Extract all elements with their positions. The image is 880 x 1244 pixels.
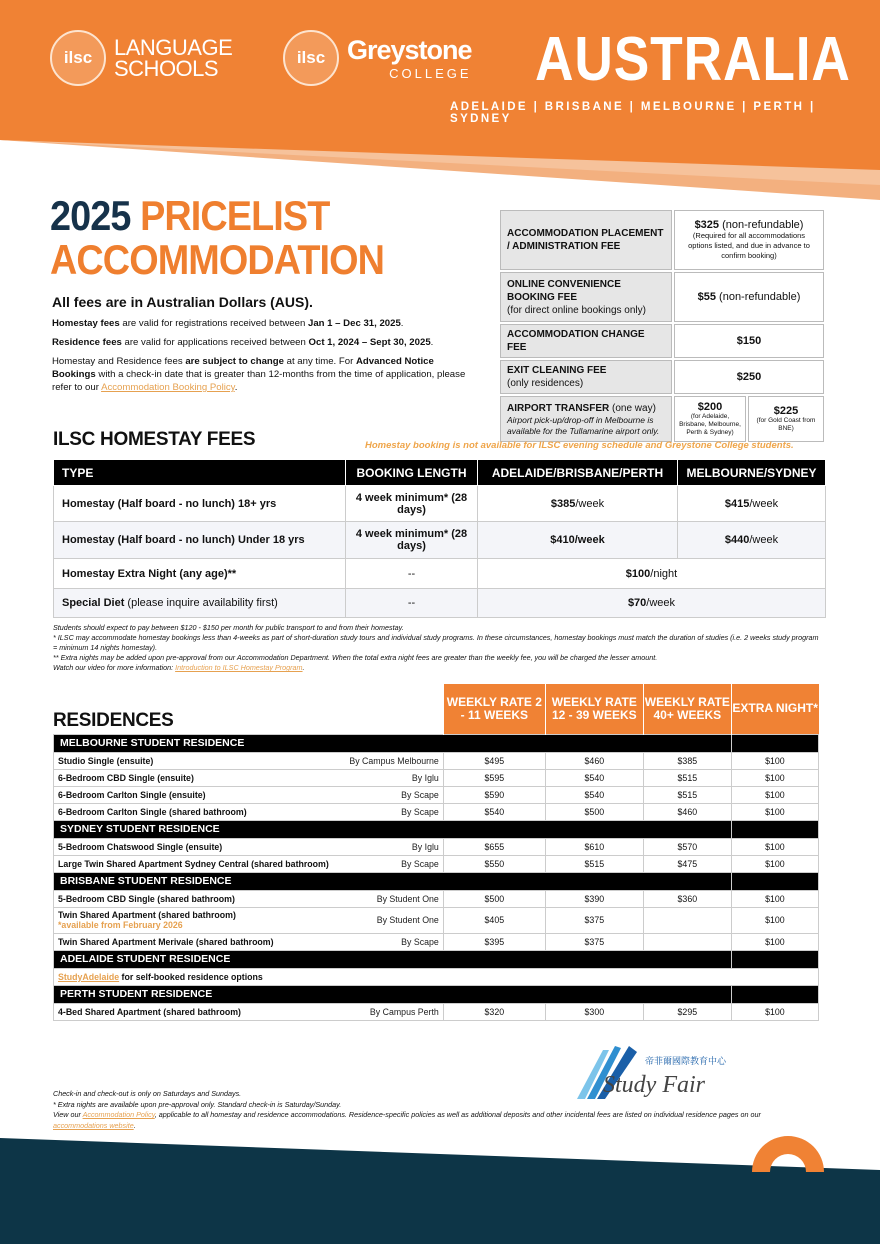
rate-cell: $100 <box>731 838 818 855</box>
booking-policy-link[interactable]: Accommodation Booking Policy <box>101 382 235 393</box>
column-header: BOOKING LENGTH <box>346 460 478 486</box>
rate-cell: $375 <box>545 907 643 933</box>
rate-cell: $570 <box>643 838 731 855</box>
residence-name: 5-Bedroom Chatswood Single (ensuite) <box>54 838 343 855</box>
title-accommodation: ACCOMMODATION <box>50 236 385 283</box>
greystone-college-logo <box>283 30 472 86</box>
column-header: WEEKLY RATE 12 - 39 WEEKS <box>545 684 643 734</box>
provider: By Campus Melbourne <box>342 752 443 769</box>
title-year: 2025 <box>50 192 131 239</box>
table-row: Special Diet (please inquire availability first) -- $70/week <box>54 589 826 618</box>
rate-cell: $515 <box>545 855 643 872</box>
table-row <box>54 1003 819 1020</box>
section-row <box>54 734 819 752</box>
rate-cell: $100 <box>731 786 818 803</box>
fee-row: ACCOMMODATION CHANGE FEE $150 <box>500 324 824 358</box>
provider: By Scape <box>342 933 443 950</box>
rate-cell: $100 <box>731 803 818 820</box>
residence-validity: Residence fees are valid for applications received between Oct 1, 2024 – Sept 30, 2025. <box>52 337 434 348</box>
rate-cell <box>643 933 731 950</box>
table-row <box>54 933 819 950</box>
table-row <box>54 803 819 820</box>
fee-change-note: Homestay and Residence fees are subject to change at any time. For Advanced Notice Bookings with a check-in date that is greater than 12-months from the time of application, please refer to our Accommodation Booking Policy. <box>52 356 466 393</box>
provider: By Scape <box>342 855 443 872</box>
rate-cell: $655 <box>443 838 545 855</box>
rate-cell: $500 <box>443 890 545 907</box>
logo-text: SCHOOLS <box>114 56 219 81</box>
section-title: SYDNEY STUDENT RESIDENCE <box>54 820 732 838</box>
logo-text: Greystone <box>347 35 472 65</box>
rate-cell: $500 <box>545 803 643 820</box>
residence-name: 5-Bedroom CBD Single (shared bathroom) <box>54 890 343 907</box>
column-header: TYPE <box>54 460 346 486</box>
study-fair-chinese: 帝菲爾國際教育中心 <box>645 1056 727 1066</box>
study-adelaide-link[interactable]: StudyAdelaide <box>58 971 120 982</box>
rate-cell: $460 <box>643 803 731 820</box>
homestay-table <box>53 459 826 618</box>
footer-notes: Check-in and check-out is only on Saturdays and Sundays. * Extra nights are available upon pre-approval only. Standard check-in is Saturday/Sunday. View our Accommodation Policy, applicable to all homestay and residence accommodations. Residence-specific policies as well as additional deposits and other incidental fees are listed on individual residence pages on our accommodations website. <box>53 1089 761 1130</box>
currency-note: All fees are in Australian Dollars (AUS). <box>52 294 313 310</box>
residence-name: 4-Bed Shared Apartment (shared bathroom) <box>54 1003 343 1020</box>
rate-cell: $100 <box>731 933 818 950</box>
residence-name: Studio Single (ensuite) <box>54 752 343 769</box>
ilsc-language-schools-logo <box>50 30 232 86</box>
table-row <box>54 786 819 803</box>
table-row <box>54 890 819 907</box>
fee-label: ACCOMMODATION PLACEMENT / ADMINISTRATION FEE <box>500 210 672 270</box>
rate-cell: $390 <box>545 890 643 907</box>
ilsc-mark: ilsc <box>283 30 339 86</box>
rate-cell: $515 <box>643 786 731 803</box>
provider: By Scape <box>342 786 443 803</box>
column-header: WEEKLY RATE 2 - 11 WEEKS <box>443 684 545 734</box>
table-row <box>54 907 819 933</box>
section-title: ADELAIDE STUDENT RESIDENCE <box>54 950 732 968</box>
rate-cell: $100 <box>731 1003 818 1020</box>
provider: By Student One <box>342 907 443 933</box>
residence-name: Large Twin Shared Apartment Sydney Central (shared bathroom) <box>54 855 343 872</box>
rate-cell: $385 <box>643 752 731 769</box>
rate-cell <box>643 907 731 933</box>
intro-text <box>52 296 467 400</box>
table-row <box>54 838 819 855</box>
fee-row: ONLINE CONVENIENCE BOOKING FEE (for direct online bookings only) $55 (non-refundable) <box>500 272 824 322</box>
accommodations-website-link[interactable]: accommodations website <box>53 1120 134 1130</box>
accommodation-policy-link[interactable]: Accommodation Policy <box>82 1110 155 1119</box>
ilsc-mark: ilsc <box>50 30 106 86</box>
table-row: Homestay Extra Night (any age)** -- $100/night <box>54 559 826 589</box>
residence-name: Twin Shared Apartment Merivale (shared bathroom) <box>54 933 343 950</box>
rate-cell: $515 <box>643 769 731 786</box>
residence-name: 6-Bedroom Carlton Single (ensuite) <box>54 786 343 803</box>
rate-cell: $495 <box>443 752 545 769</box>
rate-cell: $300 <box>545 1003 643 1020</box>
provider: By Scape <box>342 803 443 820</box>
table-row <box>54 769 819 786</box>
fee-row: AIRPORT TRANSFER (one way) Airport pick-up/drop-off in Melbourne is available for the Tullamarine airport only. $200 (for Adelaide, Brisbane, Melbourne, Perth & Sydney) $225 (for Gold Coast from BNE) <box>500 396 824 442</box>
column-header: MELBOURNE/SYDNEY <box>678 460 826 486</box>
provider: By Iglu <box>342 838 443 855</box>
residences-table <box>53 684 819 1021</box>
provider: By Iglu <box>342 769 443 786</box>
rate-cell: $320 <box>443 1003 545 1020</box>
rate-cell: $550 <box>443 855 545 872</box>
rate-cell: $475 <box>643 855 731 872</box>
rate-cell: $360 <box>643 890 731 907</box>
table-row: Homestay (Half board - no lunch) 18+ yrs 4 week minimum* (28 days) $385/week $415/week <box>54 486 826 522</box>
section-row <box>54 872 819 890</box>
rate-cell: $295 <box>643 1003 731 1020</box>
column-header: EXTRA NIGHT* <box>731 684 818 734</box>
rate-cell: $540 <box>545 769 643 786</box>
residence-name: Twin Shared Apartment (shared bathroom) *available from February 2026 <box>54 907 343 933</box>
rate-cell: $590 <box>443 786 545 803</box>
homestay-notes: Students should expect to pay between $120 - $150 per month for public transport to and from their homestay. * ILSC may accommodate homestay bookings less than 4-weeks as part of short-duration study tours and individual study programs. In these circumstances, homestay bookings must match the duration of studies (i.e. 2 weeks study program = minimum 14 nights homestay). ** Extra nights may be added upon pre-approval from our Accommodation Department. When the total extra night fees are greater than the weekly fee, you will be charged the lesser amount. Watch our video for more information: Introduction to ILSC Homestay Program. <box>53 623 819 672</box>
homestay-notice: Homestay booking is not available for ILSC evening schedule and Greystone College students. <box>365 440 794 451</box>
rate-cell: $100 <box>731 769 818 786</box>
country-title: AUSTRALIA <box>535 25 851 94</box>
rate-cell: $610 <box>545 838 643 855</box>
study-fair-name: Study Fair <box>603 1072 705 1098</box>
residences-heading: RESIDENCES <box>53 710 174 731</box>
rate-cell: $100 <box>731 752 818 769</box>
rate-cell: $540 <box>443 803 545 820</box>
fees-table <box>498 208 826 444</box>
rate-cell: $595 <box>443 769 545 786</box>
table-row <box>54 752 819 769</box>
homestay-validity: Homestay fees are valid for registrations received between Jan 1 – Dec 31, 2025. <box>52 318 404 329</box>
page-title <box>50 194 384 282</box>
title-pricelist: PRICELIST <box>140 192 330 239</box>
fee-row: ACCOMMODATION PLACEMENT / ADMINISTRATION FEE $325 (non-refundable) (Required for all accommodations options listed, and due in advance to confirm booking) <box>500 210 824 270</box>
section-title: BRISBANE STUDENT RESIDENCE <box>54 872 732 890</box>
fee-row: EXIT CLEANING FEE (only residences) $250 <box>500 360 824 394</box>
rate-cell: $395 <box>443 933 545 950</box>
table-row: StudyAdelaide for self-booked residence options <box>54 968 819 985</box>
rate-cell: $100 <box>731 890 818 907</box>
section-row <box>54 820 819 838</box>
section-row <box>54 950 819 968</box>
logo-text: LANGUAGE <box>114 35 233 60</box>
provider: By Student One <box>342 890 443 907</box>
rate-cell: $540 <box>545 786 643 803</box>
rate-cell: $100 <box>731 907 818 933</box>
rate-cell: $460 <box>545 752 643 769</box>
section-title: PERTH STUDENT RESIDENCE <box>54 985 732 1003</box>
residence-name: 6-Bedroom CBD Single (ensuite) <box>54 769 343 786</box>
rate-cell: $100 <box>731 855 818 872</box>
section-row <box>54 985 819 1003</box>
rate-cell: $405 <box>443 907 545 933</box>
table-row <box>54 855 819 872</box>
section-title: MELBOURNE STUDENT RESIDENCE <box>54 734 732 752</box>
provider: By Campus Perth <box>342 1003 443 1020</box>
homestay-video-link[interactable]: Introduction to ILSC Homestay Program <box>175 663 303 672</box>
rate-cell: $375 <box>545 933 643 950</box>
table-row: Homestay (Half board - no lunch) Under 18 yrs 4 week minimum* (28 days) $410/week $440/week <box>54 522 826 559</box>
column-header: ADELAIDE/BRISBANE/PERTH <box>478 460 678 486</box>
homestay-heading: ILSC HOMESTAY FEES <box>53 429 256 450</box>
cities-list: ADELAIDE | BRISBANE | MELBOURNE | PERTH | SYDNEY <box>450 101 816 125</box>
column-header: WEEKLY RATE 40+ WEEKS <box>643 684 731 734</box>
residence-name: 6-Bedroom Carlton Single (shared bathroom) <box>54 803 343 820</box>
logo-text: COLLEGE <box>389 66 472 81</box>
